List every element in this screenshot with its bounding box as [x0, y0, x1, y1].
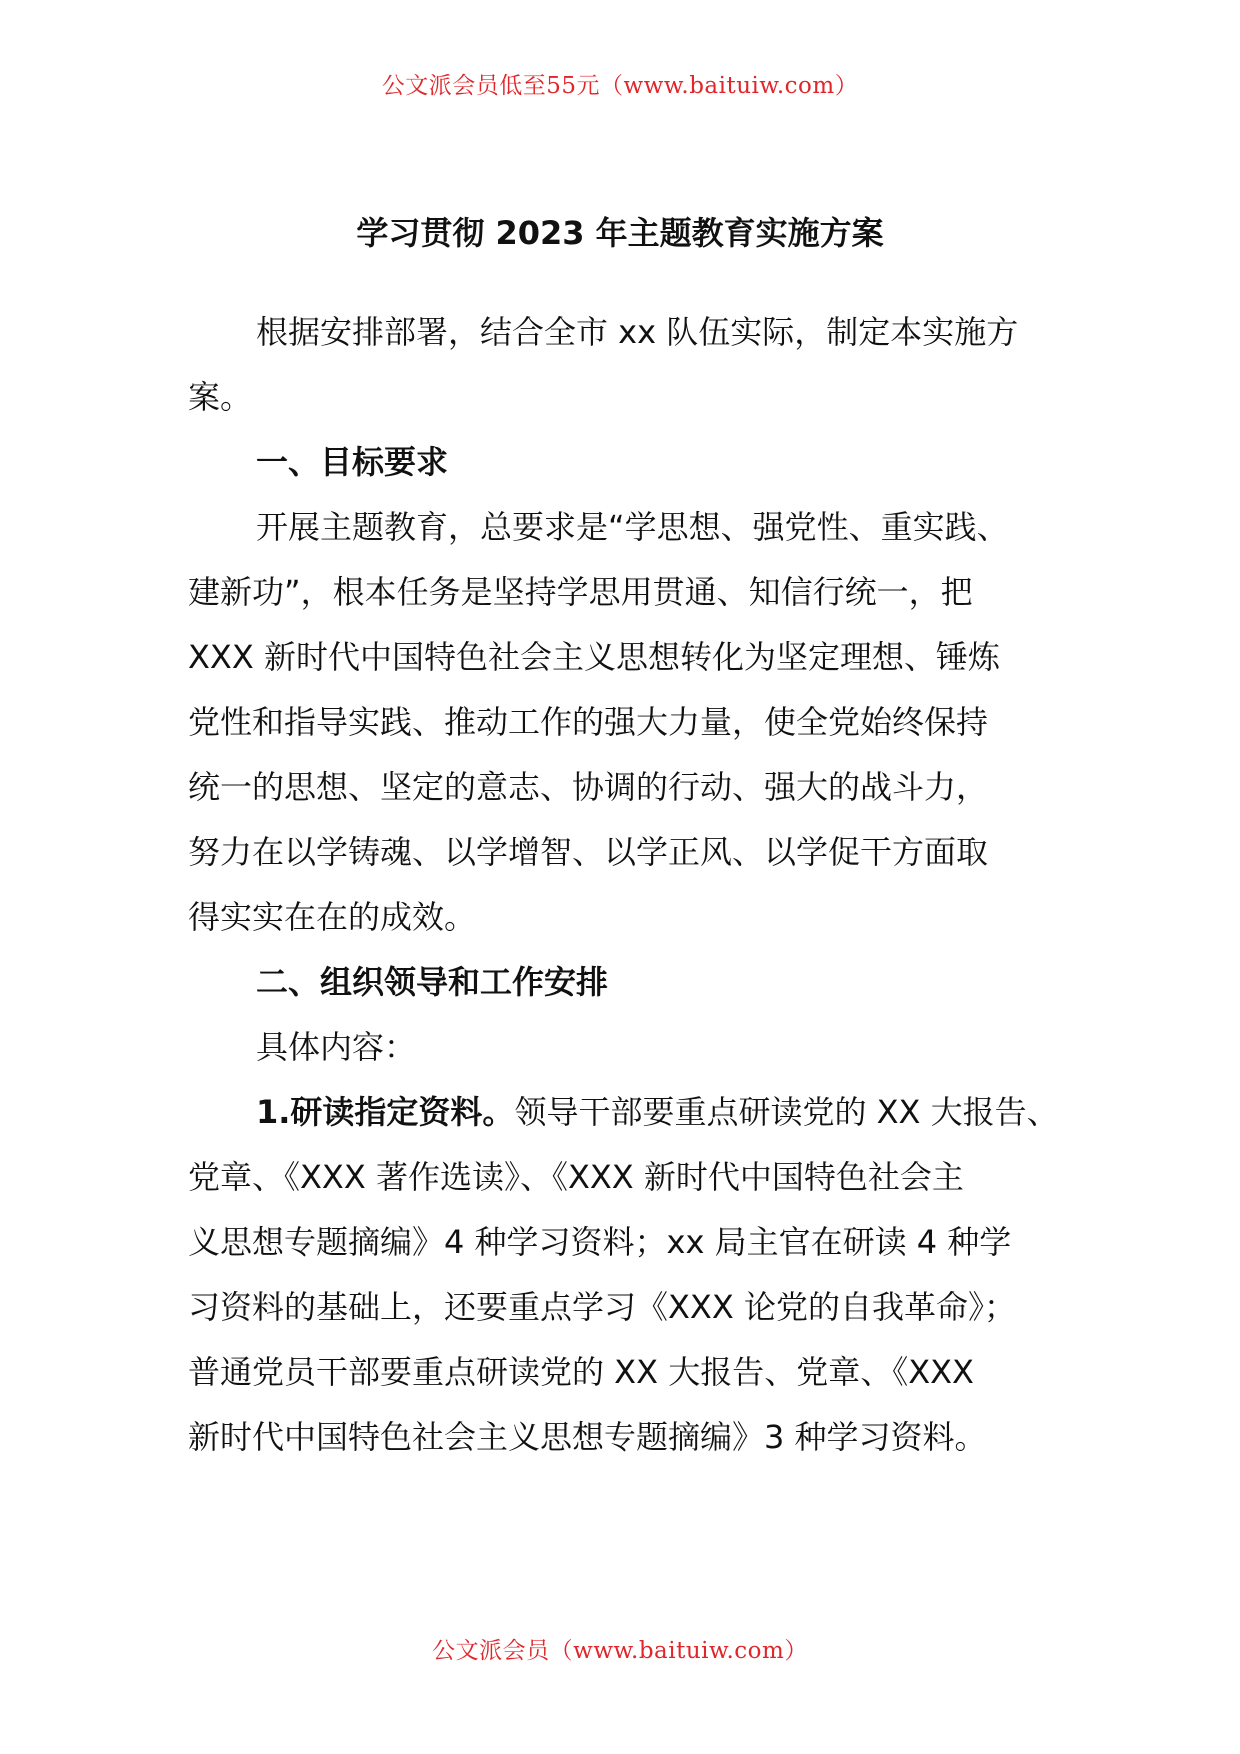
- item-1-line-2: 党章、《XXX 著作选读》、《XXX 新时代中国特色社会主: [188, 1158, 964, 1196]
- section-1-line-1: 开展主题教育，总要求是“学思想、强党性、重实践、: [256, 508, 1009, 546]
- section-1-line-7: 得实实在在的成效。: [188, 898, 477, 936]
- item-1-line-5: 普通党员干部要重点研读党的 XX 大报告、党章、《XXX: [188, 1353, 974, 1391]
- item-1-line-6: 新时代中国特色社会主义思想专题摘编》3 种学习资料。: [188, 1418, 987, 1456]
- item-1-bold-lead: 1.研读指定资料。: [256, 1093, 515, 1131]
- intro-line-2: 案。: [188, 378, 253, 416]
- section-1-line-3: XXX 新时代中国特色社会主义思想转化为坚定理想、锤炼: [188, 638, 1000, 676]
- footer-watermark: 公文派会员（www.baituiw.com）: [432, 1638, 808, 1664]
- document-title: 学习贯彻 2023 年主题教育实施方案: [356, 214, 884, 252]
- intro-line-1: 根据安排部署，结合全市 xx 队伍实际，制定本实施方: [256, 313, 1019, 351]
- item-1-line-3: 义思想专题摘编》4 种学习资料；xx 局主官在研读 4 种学: [188, 1223, 1012, 1261]
- section-2-heading: 二、组织领导和工作安排: [256, 963, 609, 1001]
- section-1-line-4: 党性和指导实践、推动工作的强大力量，使全党始终保持: [188, 703, 989, 741]
- item-1-first-line: [188, 1080, 1068, 1145]
- document-body: [188, 300, 1068, 1470]
- section-2-sub-intro: 具体内容：: [256, 1028, 417, 1066]
- item-1-first-line-rest: 领导干部要重点研读党的 XX 大报告、: [514, 1093, 1059, 1131]
- header-watermark: 公文派会员低至55元（www.baituiw.com）: [381, 73, 859, 99]
- section-1-line-6: 努力在以学铸魂、以学增智、以学正风、以学促干方面取: [188, 833, 989, 871]
- section-1-line-5: 统一的思想、坚定的意志、协调的行动、强大的战斗力，: [188, 768, 989, 806]
- item-1-line-4: 习资料的基础上，还要重点学习《XXX 论党的自我革命》；: [188, 1288, 1016, 1326]
- section-1-heading: 一、目标要求: [256, 443, 449, 481]
- section-1-line-2: 建新功”，根本任务是坚持学思用贯通、知信行统一，把: [188, 573, 973, 611]
